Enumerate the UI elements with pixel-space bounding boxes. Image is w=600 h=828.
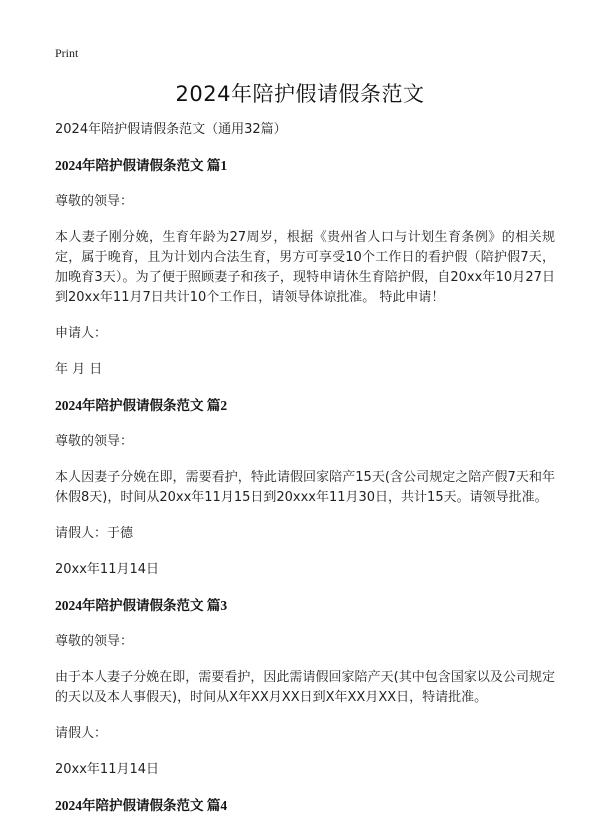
signature-3: 请假人： [55,726,108,741]
section-heading-3: 2024年陪护假请假条范文 篇3 [55,598,228,613]
salutation-2: 尊敬的领导： [55,434,134,449]
document-subtitle: 2024年陪护假请假条范文（通用32篇） [55,122,287,137]
date-2: 20xx年11月14日 [55,562,160,577]
print-label: Print [55,46,79,60]
section-body-2: 本人因妻子分娩在即，需要看护，特此请假回家陪产15天(含公司规定之陪产假7天和年休假8天)，时间从20xx年11月15日到20xxx年11月30日，共计15天。请领导批准。 [55,470,555,505]
signature-1: 申请人： [55,326,108,341]
page-title: 2024年陪护假请假条范文 [175,82,425,106]
signature-2: 请假人：于德 [55,526,134,541]
salutation-1: 尊敬的领导： [55,194,134,209]
salutation-3: 尊敬的领导： [55,634,134,649]
section-heading-1: 2024年陪护假请假条范文 篇1 [55,158,228,173]
date-1: 年 月 日 [55,362,103,377]
section-body-3: 由于本人妻子分娩在即，需要看护，因此需请假回家陪产天(其中包含国家以及公司规定的天以及本人事假天)，时间从X年XX月XX日到X年XX月XX日，特请批准。 [55,670,555,705]
section-heading-2: 2024年陪护假请假条范文 篇2 [55,398,228,413]
date-3: 20xx年11月14日 [55,762,160,777]
document-body [55,118,555,816]
section-body-1: 本人妻子刚分娩，生育年龄为27周岁，根据《贵州省人口与计划生育条例》的相关规定，属于晚育，且为计划内合法生育，男方可享受10个工作日的看护假（陪护假7天，加晚育3天）。为了便于照顾妻子和孩子，现特申请休生育陪护假，自20xx年10月27日到20xx年11月7日共计10个工作日，请领导体谅批准。 特此申请！ [55,230,555,305]
section-heading-4: 2024年陪护假请假条范文 篇4 [55,798,228,813]
